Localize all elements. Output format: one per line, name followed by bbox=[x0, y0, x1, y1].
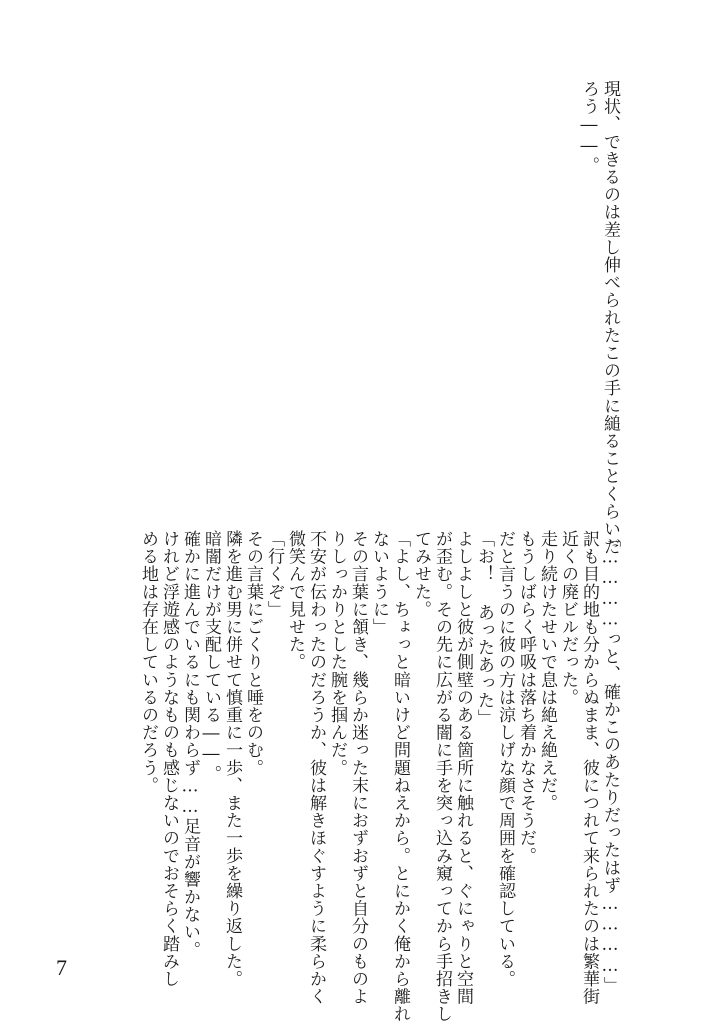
lower-line-22: けれど浮遊感のようなものも感じないのでおそらく踏みし bbox=[159, 530, 179, 988]
lower-line-7: 「お！ あったあった」 bbox=[474, 530, 494, 727]
lower-line-6: だと言うのに彼の方は涼しげな顔で周囲を確認している。 bbox=[495, 530, 515, 988]
lower-line-5: もうしばらく呼吸は落ち着かなさそうだ。 bbox=[516, 530, 536, 865]
lower-line-20: 暗闇だけが支配している――。 bbox=[201, 530, 221, 783]
lower-line-15: 不安が伝わったのだろうか、彼は解きほぐすように柔らかく bbox=[306, 530, 326, 1006]
lower-line-16: 微笑んで見せた。 bbox=[285, 530, 305, 671]
page-number: 7 bbox=[56, 955, 67, 980]
lower-line-8: よしよしと彼が側壁のある箇所に触れると、ぐにゃりと空間 bbox=[453, 530, 473, 1006]
lower-line-12: ないように」 bbox=[369, 530, 389, 636]
lower-line-23: める地は存在しているのだろう。 bbox=[138, 530, 158, 794]
lower-line-13: その言葉に頷き、幾らか迷った末におずおずと自分のものよ bbox=[348, 530, 368, 1006]
lower-line-21: 確かに進んでいるにも関わらず……足音が響かない。 bbox=[180, 530, 200, 959]
lower-line-3: 近くの廃ビルだった。 bbox=[558, 530, 578, 706]
lower-line-11: 「よし、ちょっと暗いけど問題ねえから。とにかく俺から離れ bbox=[390, 530, 410, 1023]
lower-line-4: 走り続けたせいで息は絶え絶えだ。 bbox=[537, 530, 557, 812]
lower-line-9: が歪む。その先に広がる闇に手を突っ込み窺ってから手招きし bbox=[432, 530, 452, 1023]
upper-line-2: ろう――。 bbox=[579, 80, 599, 174]
upper-line-1: 現状、できるのは差し伸べられたこの手に縋ることくらいだ bbox=[600, 80, 620, 556]
lower-line-17: 「行くぞ」 bbox=[264, 530, 284, 618]
lower-line-2: 訳も目的地も分からぬまま、彼につれて来られたのは繁華街 bbox=[579, 530, 599, 1006]
lower-line-14: りしっかりとした腕を掴んだ。 bbox=[327, 530, 347, 777]
lower-line-10: てみせた。 bbox=[411, 530, 431, 618]
lower-line-18: その言葉にごくりと唾をのむ。 bbox=[243, 530, 263, 777]
lower-line-19: 隣を進む男に併せて慎重に一歩、また一歩を繰り返した。 bbox=[222, 530, 242, 988]
lower-line-1: 「…………っと、確かこのあたりだったはず…………」 bbox=[600, 530, 620, 994]
